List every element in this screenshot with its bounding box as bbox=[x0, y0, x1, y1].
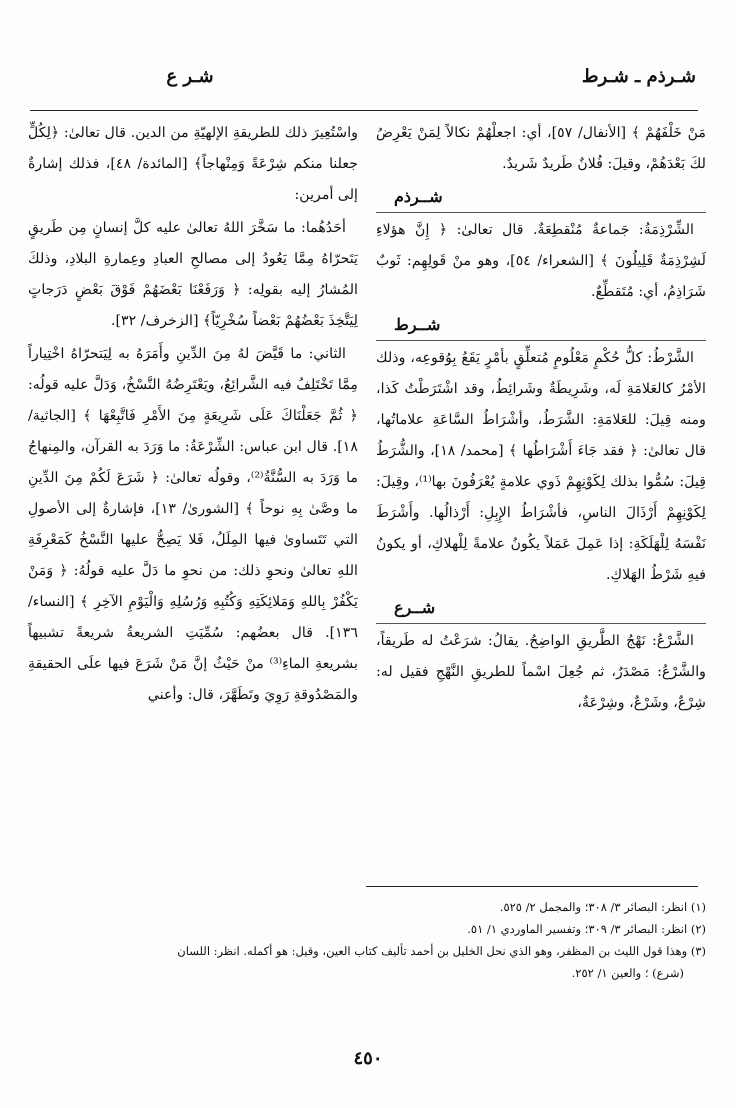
running-header-left: شـر ع bbox=[166, 66, 214, 87]
left-paragraph-1: واسْتُعِيرَ ذلك للطريقةِ الإلهيّةِ من الدين. قال تعالىٰ: ﴿لِكُلٍّ جعلنا منكم شِرْعَةً وَمِنْهاجاً﴾ [المائدة/ ٤٨]، فذلك إشارةٌ إلى أمرين: bbox=[28, 125, 358, 203]
left-paragraph-2: أحَدُهُما: ما سَخَّرَ اللهُ تعالىٰ عليه كلَّ إنسانٍ مِن طَريقٍ يَتَحرّاهُ مِمَّا يَعُودُ إلى مصالحِ العبادِ وعِمارةِ البلادِ، وذلكَ المُشارُ إليه بقولِه: ﴿ وَرَفَعْنَا بَعْضَهُمْ فَوْقَ بَعْضٍ دَرَجاتٍ لِيَتَّخِذَ بَعْضُهُمْ بَعْضاً سُخْرِيّاً﴾ [الزخرف/ ٣٢]. bbox=[28, 220, 358, 329]
left-paragraph-3: الثاني: ما قَيَّضَ لهُ مِنَ الدِّينِ وأَمَرَهُ به لِيَتحرّاهُ اخْتِياراً مِمَّا تَخْتَلِفُ فيه الشَّرائِعُ، ويَعْتَرِضُهُ النَّسْخُ، وَدَلَّ عليه قولُه: ﴿ ثُمَّ جَعَلْنَاكَ عَلَى شَرِيعَةٍ مِنَ الأَمْرِ فَاتَّبِعْهَا ﴾ [الجاثية/ ١٨]. قال ابن عباس: الشِّرْعَةُ: ما وَرَدَ به القرآن، والمِنهاجُ ما وَرَدَ به السُّنَّةُ⁽²⁾، وقولُه تعالىٰ: ﴿ شَرَعَ لَكُمْ مِنَ الدِّينِ ما وصَّىٰ بِهِ نوحاً ﴾ [الشورىٰ/ ١٣]، فإشارةٌ إلى الأصولِ التي تَتَساوىٰ فيها المِلَلُ، فَلا يَصِحُّ عليها النَّسْخُ كَمَعْرِفَةِ اللهِ تعالىٰ ونحوِ ذلك: من نحوِ ما دَلَّ عليه قولُهُ: ﴿ وَمَنْ يَكْفُرْ بِاللهِ وَمَلائِكَتِهِ وَكُتُبِهِ وَرُسُلِهِ وَالْيَوْمِ الآخِرِ ﴾ [النساء/ ١٣٦]. قال بعضُهم: سُمِّيَتِ الشريعةُ شريعةً تشبيهاً بشريعةِ الماءِ⁽³⁾ منْ حَيْثُ إنَّ مَنْ شَرَعَ فيها علَى الحقيقةِ والمَصْدُوقةِ رَوِيَ وتَطَهَّرَ، قال: وأعني bbox=[28, 346, 358, 703]
footnote-1: (١) انظر: البصائر ٣/ ٣٠٨؛ والمجمل ٢/ ٥٢٥. bbox=[499, 900, 706, 914]
footnote-3: (٣) وهذا قول الليث بن المظفر، وهو الذي نحل الخليل بن أحمد تأليف كتاب العين، وقيل: هو أكمله. انظر: اللسان bbox=[177, 944, 706, 958]
running-header-right: شـرذم ـ شـرط bbox=[581, 66, 696, 87]
entry-shar-text: الشَّرْعُ: نَهْجُ الطَّريقِ الواضِحُ. يقالُ: شرَعْتُ له طَريقاً، والشَّرْعُ: مَصْدَرٌ، ثم جُعِلَ اسْماً للطريقِ النَّهْجِ فقيل له: شِرْعٌ، وشَرْعٌ، وشِرْعَةٌ، bbox=[376, 633, 706, 711]
entry-continuation: مَنْ خَلْفَهُمْ ﴾ [الأنفال/ ٥٧]، أي: اجعلْهُمْ نكالاً لِمَنْ يَعْرِضُ لكَ بَعْدَهُمْ، وقيلَ: فُلانٌ طَريدٌ شَريدٌ. bbox=[376, 125, 706, 172]
entry-shart-text: الشَّرْطُ: كلُّ حُكْمٍ مَعْلُومٍ مُتعلِّقٍ بأمْرٍ يَقَعُ بِوُقوعِه، وذلك الأمْرُ كالعَلامَةِ لَه، وشَرِيطَةٌ وشَرائِطُ، وقد اشْتَرَطْتُ كَذا، ومنه قِيلَ: للعَلامَةِ: الشَّرَطُ، وأشْرَاطُ السَّاعَةِ علاماتُها، قال تعالىٰ: ﴿ فقد جَاءَ أَشْرَاطُها ﴾ [محمد/ ١٨]، والشُّرَطُ قِيلَ: سُمُّوا بذلك لِكَوْنِهِمْ ذَوي علامةٍ يُعْرَفُونَ بها⁽¹⁾، وقِيلَ: لِكَوْنِهِمْ أَرْذَالَ الناسِ، فأشْرَاطُ الإِبِلِ: أَرْذالُها. وأَشْرَطَ نَفْسَهُ لِلْهَلَكَةِ: إذا عَمِلَ عَمَلاً يكُونُ علامةً لِلْهلاكِ، أو يكونُ فيهِ شَرْطُ الهَلاكِ. bbox=[376, 350, 707, 583]
footnote-3-continuation: (شرع) ؛ والعين ١/ ٢٥٢. bbox=[571, 966, 684, 980]
footnotes bbox=[38, 896, 706, 984]
header-rule bbox=[30, 110, 698, 111]
entry-sharzam-text: الشِّرْذِمَةُ: جَماعةٌ مُنْقطِعَةٌ. قال تعالىٰ: ﴿ إِنَّ هؤلاءِ لَشِرْذِمَةٌ قَلِيلُونَ ﴾ [الشعراء/ ٥٤]، وهو منْ قَولِهِم: ثَوبٌ شَرَاذِمُ، أي: مُتَقطِّعٌ. bbox=[376, 222, 706, 300]
page-number: ٤٥٠ bbox=[353, 1048, 383, 1069]
entry-heading-shar: شــرع bbox=[376, 593, 706, 624]
footnote-2: (٢) انظر: البصائر ٣/ ٣٠٩؛ وتفسير الماوردي ١/ ٥١. bbox=[467, 922, 706, 936]
entry-heading-shart: شــرط bbox=[376, 310, 706, 341]
right-column bbox=[376, 118, 706, 721]
entry-heading-sharzam: شــرذم bbox=[376, 182, 706, 213]
left-column bbox=[28, 118, 358, 713]
footnote-rule bbox=[366, 886, 698, 887]
